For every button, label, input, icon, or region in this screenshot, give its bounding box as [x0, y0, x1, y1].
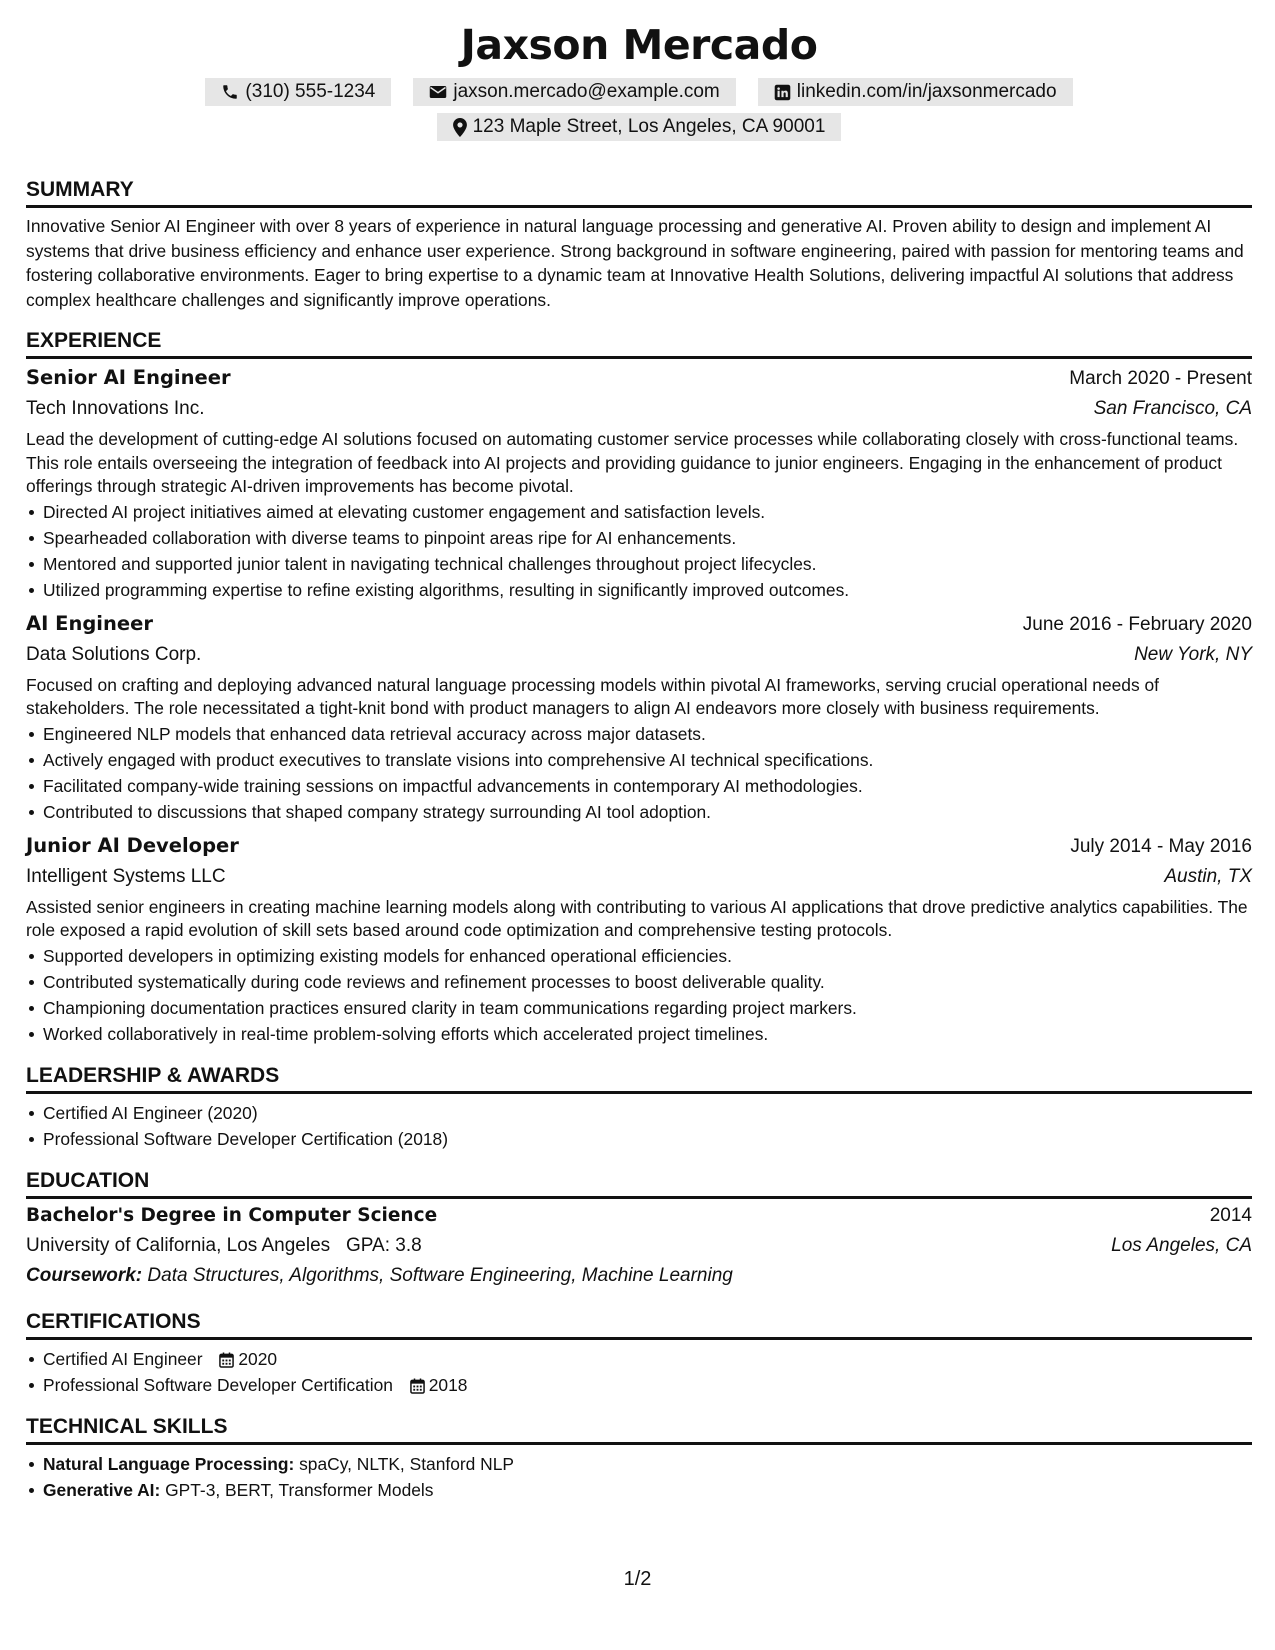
job-company: Intelligent Systems LLC — [26, 865, 226, 887]
experience-section — [26, 328, 1252, 1047]
leadership-list — [26, 1100, 1252, 1152]
job-description: Assisted senior engineers in creating machine learning models along with contributing to various AI applications that drove predictive analytics capabilities. The role exposed a rapid evolution of skill sets based around code optimization and comprehensive testing protocols. — [26, 896, 1248, 940]
envelope-icon — [429, 84, 447, 100]
contact-row-primary — [26, 78, 1252, 106]
job-dates: March 2020 - Present — [1069, 368, 1252, 389]
job-location: Austin, TX — [1164, 865, 1252, 887]
education-school-line — [26, 1231, 422, 1261]
list-item: Utilized programming expertise to refine existing algorithms, resulting in significantly improved outcomes. — [43, 577, 1252, 603]
address-text: 123 Maple Street, Los Angeles, CA 90001 — [472, 116, 826, 137]
list-item: Supported developers in optimizing existing models for enhanced operational efficiencies. — [43, 943, 1252, 969]
address-chip — [437, 113, 842, 141]
resume-content — [26, 20, 1252, 1503]
phone-text: (310) 555-1234 — [245, 81, 376, 102]
section-title-skills: TECHNICAL SKILLS — [26, 1414, 1252, 1445]
summary-section — [26, 177, 1252, 312]
job-dates: July 2014 - May 2016 — [1070, 835, 1252, 857]
job-dates: June 2016 - February 2020 — [1022, 613, 1252, 635]
job-location: New York, NY — [1134, 643, 1252, 665]
job-company: Tech Innovations Inc. — [26, 398, 205, 419]
skills-list — [26, 1451, 1252, 1503]
page-indicator: 1/2 — [623, 1568, 652, 1590]
job-entry — [26, 831, 1252, 1047]
job-bullets — [26, 721, 1252, 825]
certification-year: 2018 — [428, 1374, 468, 1395]
list-item: Contributed systematically during code reviews and refinement processes to boost deliverable quality. — [43, 969, 1252, 995]
certification-year: 2020 — [238, 1348, 278, 1369]
contact-row-secondary — [26, 113, 1252, 141]
list-item: Worked collaboratively in real-time problem-solving efforts which accelerated project timelines. — [43, 1021, 1252, 1047]
job-bullets — [26, 499, 1252, 603]
section-title-leadership: LEADERSHIP & AWARDS — [26, 1063, 1252, 1094]
email-chip[interactable] — [413, 78, 735, 106]
list-item: Professional Software Developer Certification (2018) — [43, 1126, 1252, 1152]
job-entry — [26, 363, 1252, 603]
education-school: University of California, Los Angeles — [26, 1234, 331, 1256]
job-entry — [26, 609, 1252, 825]
coursework-label: Coursework: — [26, 1264, 143, 1286]
job-bullets — [26, 943, 1252, 1047]
section-title-education: EDUCATION — [26, 1168, 1252, 1199]
skill-value: spaCy, NLTK, Stanford NLP — [299, 1453, 515, 1474]
job-location: San Francisco, CA — [1093, 398, 1252, 419]
list-item: Certified AI Engineer (2020) — [43, 1100, 1252, 1126]
education-coursework — [26, 1261, 1252, 1291]
linkedin-chip[interactable] — [758, 78, 1073, 106]
linkedin-icon — [774, 84, 791, 101]
section-title-experience: EXPERIENCE — [26, 328, 1252, 359]
certification-name: Professional Software Developer Certification — [43, 1374, 393, 1395]
job-role: AI Engineer — [26, 611, 153, 635]
phone-icon — [221, 83, 239, 101]
list-item: Actively engaged with product executives to translate visions into comprehensive AI technical specifications. — [43, 747, 1252, 773]
list-item: Facilitated company-wide training sessions on impactful advancements in contemporary AI methodologies. — [43, 773, 1252, 799]
certifications-section — [26, 1309, 1252, 1398]
job-role: Junior AI Developer — [26, 833, 239, 857]
list-item — [43, 1372, 1252, 1398]
skill-label: Natural Language Processing: — [43, 1453, 295, 1474]
skill-value: GPT-3, BERT, Transformer Models — [165, 1479, 434, 1500]
phone-chip[interactable] — [205, 78, 391, 106]
list-item: Engineered NLP models that enhanced data retrieval accuracy across major datasets. — [43, 721, 1252, 747]
map-pin-icon — [453, 118, 467, 137]
list-item — [43, 1451, 1252, 1477]
skill-label: Generative AI: — [43, 1479, 161, 1500]
calendar-icon — [219, 1352, 234, 1368]
coursework-text: Data Structures, Algorithms, Software Engineering, Machine Learning — [147, 1264, 733, 1286]
summary-text: Innovative Senior AI Engineer with over 8 years of experience in natural language processing and generative AI. Proven ability to design and implement AI systems that drive business efficiency and enhance user experience. Strong background in software engineering, paired with passion for mentoring teams and fostering collaborative environments. Eager to bring expertise to a dynamic team at Innovative Health Solutions, delivering impactful AI solutions that address complex healthcare challenges and significantly improve operations. — [26, 216, 1244, 310]
certification-name: Certified AI Engineer — [43, 1348, 203, 1369]
list-item: Directed AI project initiatives aimed at elevating customer engagement and satisfaction levels. — [43, 499, 1252, 525]
list-item — [43, 1477, 1252, 1503]
job-description: Focused on crafting and deploying advanced natural language processing models within pivotal AI frameworks, serving crucial operational needs of stakeholders. The role necessitated a tight-knit bond with product managers to align AI endeavors more closely with business requirements. — [26, 674, 1159, 718]
list-item: Spearheaded collaboration with diverse teams to pinpoint areas ripe for AI enhancements. — [43, 525, 1252, 551]
linkedin-text: linkedin.com/in/jaxsonmercado — [796, 81, 1057, 102]
education-section — [26, 1168, 1252, 1291]
job-company: Data Solutions Corp. — [26, 643, 202, 665]
list-item: Mentored and supported junior talent in navigating technical challenges throughout project lifecycles. — [43, 551, 1252, 577]
education-location: Los Angeles, CA — [1111, 1234, 1252, 1256]
email-text: jaxson.mercado@example.com — [453, 81, 720, 102]
list-item: Championing documentation practices ensured clarity in team communications regarding project markers. — [43, 995, 1252, 1021]
skills-section — [26, 1414, 1252, 1503]
candidate-name: Jaxson Mercado — [460, 21, 818, 69]
section-title-summary: SUMMARY — [26, 177, 1252, 208]
calendar-icon — [410, 1378, 425, 1394]
section-title-certifications: CERTIFICATIONS — [26, 1309, 1252, 1340]
education-year: 2014 — [1209, 1204, 1252, 1226]
job-description: Lead the development of cutting-edge AI solutions focused on automating customer service processes while collaborating closely with cross-functional teams. This role entails overseeing the integration of feedback into AI projects and providing guidance to junior engineers. Engaging in the enhancement of product offerings through strategic AI-driven improvements has become pivotal. — [26, 429, 1239, 496]
certifications-list — [26, 1346, 1252, 1398]
leadership-section — [26, 1063, 1252, 1152]
list-item — [43, 1346, 1252, 1372]
education-gpa: GPA: 3.8 — [346, 1234, 422, 1256]
education-degree: Bachelor's Degree in Computer Science — [26, 1204, 438, 1226]
list-item: Contributed to discussions that shaped company strategy surrounding AI tool adoption. — [43, 799, 1252, 825]
job-role: Senior AI Engineer — [26, 366, 231, 389]
